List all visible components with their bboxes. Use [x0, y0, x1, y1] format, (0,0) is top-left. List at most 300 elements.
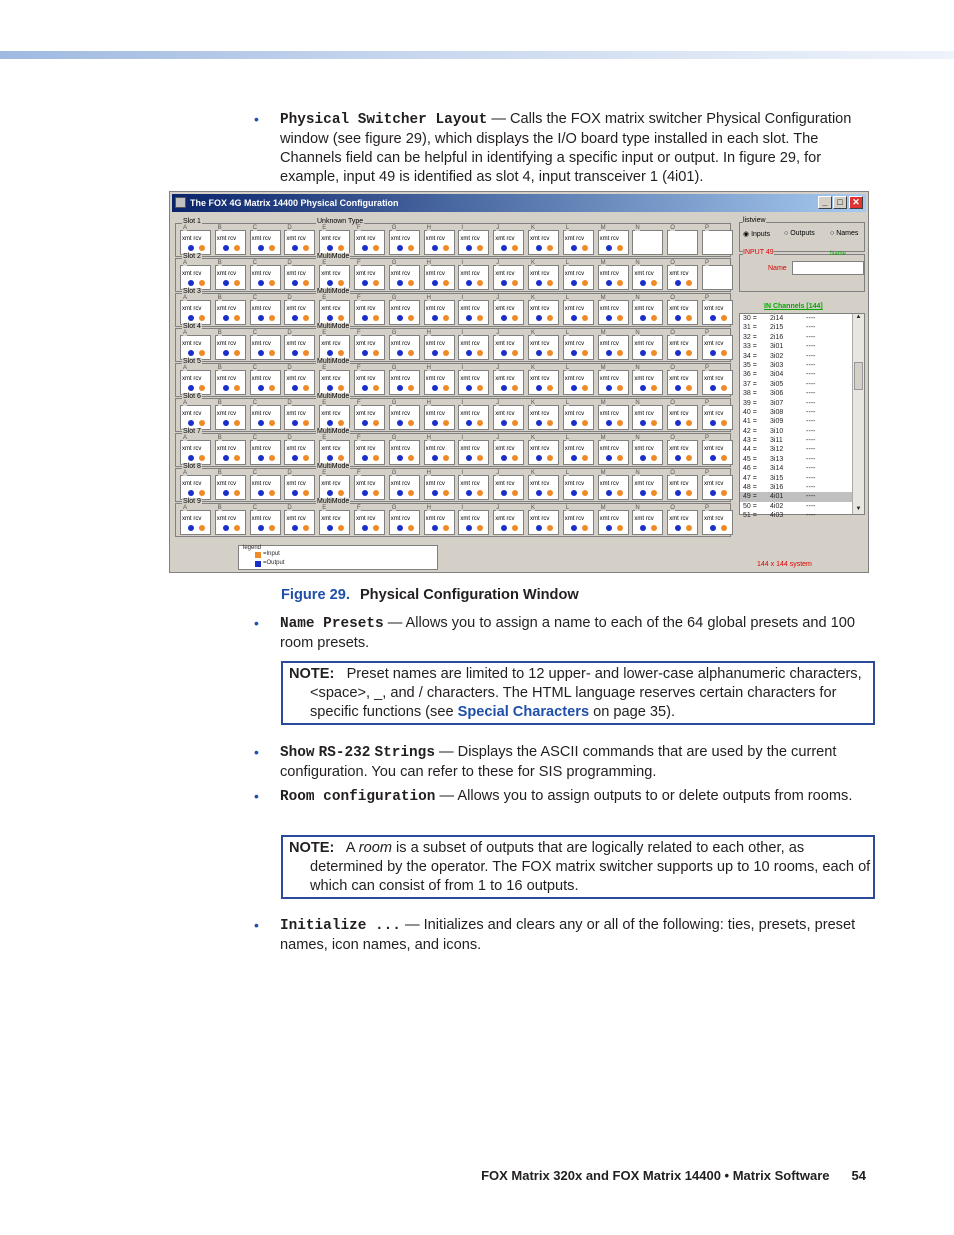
transceiver-cell[interactable] — [563, 400, 594, 430]
transceiver-cell[interactable] — [632, 400, 663, 430]
note-text-end: is a subset of outputs that are logically related to each other, as determined by the operator. The FOX matrix switcher supports up to 10 rooms, each of which can consist of from 1 to 16 outputs. — [310, 840, 871, 894]
input-dot-icon — [269, 420, 275, 426]
transceiver-cell[interactable] — [702, 400, 733, 430]
input-dot-icon — [651, 525, 657, 531]
transceiver-cell[interactable] — [424, 295, 455, 325]
output-dot-icon — [640, 385, 646, 391]
slot-label: Slot 3 — [183, 288, 201, 295]
channel-row[interactable] — [740, 380, 864, 389]
input-dot-icon — [547, 315, 553, 321]
bullet-name-presets — [254, 614, 869, 653]
cell-text: xmt rcv — [321, 411, 341, 417]
cell-letter: I — [461, 330, 464, 336]
cell-letter: F — [357, 435, 361, 441]
channel-row[interactable] — [740, 445, 864, 454]
transceiver-cell[interactable] — [389, 225, 420, 255]
channel-row[interactable] — [740, 464, 864, 473]
channel-row[interactable] — [740, 323, 864, 332]
transceiver-cell[interactable] — [424, 260, 455, 290]
channel-row[interactable] — [740, 474, 864, 483]
transceiver-cell[interactable] — [702, 330, 733, 360]
transceiver-cell[interactable] — [598, 295, 629, 325]
slot-label: Slot 1 — [183, 218, 201, 225]
transceiver-cell[interactable] — [319, 400, 350, 430]
output-dot-icon — [640, 350, 646, 356]
channel-row[interactable] — [740, 352, 864, 361]
transceiver-cell[interactable] — [493, 330, 524, 360]
cell-letter: I — [461, 435, 464, 441]
transceiver-cell[interactable] — [458, 435, 489, 465]
transceiver-cell[interactable] — [702, 365, 733, 395]
channel-id: 2i15 — [770, 324, 784, 332]
legend-output-swatch — [255, 561, 261, 567]
transceiver-cell[interactable] — [598, 225, 629, 255]
transceiver-cell[interactable] — [493, 260, 524, 290]
transceiver-cell[interactable] — [284, 470, 315, 500]
slot-type: MultiMode — [317, 288, 350, 295]
slot-type: MultiMode — [317, 428, 350, 435]
transceiver-cell[interactable] — [667, 470, 698, 500]
transceiver-cell[interactable] — [389, 260, 420, 290]
cell-text: xmt rcv — [390, 271, 411, 277]
cell-text: xmt rcv — [460, 376, 480, 382]
radio-inputs-label: Inputs — [751, 231, 771, 238]
cell-text: xmt rcv — [495, 481, 515, 487]
input-dot-icon — [477, 525, 483, 531]
transceiver-cell[interactable] — [354, 435, 385, 465]
command-name-rs232: RS-232 — [318, 745, 371, 761]
input-dot-icon — [408, 280, 414, 286]
slot-type: MultiMode — [317, 463, 350, 470]
channel-row[interactable] — [740, 408, 864, 417]
transceiver-cell[interactable] — [284, 330, 315, 360]
output-dot-icon — [536, 280, 542, 286]
output-dot-icon — [258, 385, 264, 391]
input-dot-icon — [547, 280, 553, 286]
minimize-icon[interactable]: _ — [818, 196, 832, 209]
cell-text: xmt rcv — [564, 306, 585, 312]
transceiver-cell[interactable] — [563, 260, 594, 290]
cell-text: xmt rcv — [321, 236, 341, 242]
cell-text: xmt rcv — [216, 306, 237, 312]
output-dot-icon — [327, 245, 333, 251]
channel-row[interactable] — [740, 314, 864, 323]
cell-letter: B — [217, 505, 222, 511]
transceiver-cell[interactable] — [667, 225, 698, 255]
transceiver-cell[interactable] — [354, 400, 385, 430]
transceiver-cell[interactable] — [528, 260, 559, 290]
transceiver-cell[interactable] — [563, 365, 594, 395]
transceiver-cell[interactable] — [424, 330, 455, 360]
output-dot-icon — [188, 245, 194, 251]
channel-row[interactable] — [740, 427, 864, 436]
transceiver-cell[interactable] — [284, 400, 315, 430]
transceiver-cell[interactable] — [319, 470, 350, 500]
transceiver-cell[interactable] — [458, 365, 489, 395]
input-dot-icon — [617, 490, 623, 496]
transceiver-cell[interactable] — [528, 435, 559, 465]
output-dot-icon — [710, 315, 716, 321]
transceiver-cell[interactable] — [493, 470, 524, 500]
transceiver-cell[interactable] — [424, 365, 455, 395]
cell-letter: E — [322, 470, 327, 476]
slot-label: Slot 8 — [183, 463, 201, 470]
transceiver-cell[interactable] — [563, 295, 594, 325]
transceiver-cell[interactable] — [632, 225, 663, 255]
transceiver-cell[interactable] — [250, 225, 281, 255]
transceiver-cell[interactable] — [250, 330, 281, 360]
cell-letter: D — [287, 400, 292, 406]
cell-letter: N — [635, 295, 640, 301]
maximize-icon[interactable]: □ — [833, 196, 847, 209]
channel-row[interactable] — [740, 389, 864, 398]
system-size: 144 x 144 system — [757, 561, 812, 568]
transceiver-cell[interactable] — [493, 435, 524, 465]
transceiver-cell[interactable] — [563, 435, 594, 465]
transceiver-cell[interactable] — [702, 505, 733, 535]
scroll-thumb[interactable] — [854, 362, 863, 390]
input-dot-icon — [443, 420, 449, 426]
transceiver-cell[interactable] — [354, 260, 385, 290]
cell-letter: J — [496, 225, 500, 231]
transceiver-cell[interactable] — [632, 295, 663, 325]
cell-letter: B — [217, 330, 222, 336]
slot-box — [175, 253, 731, 292]
transceiver-cell[interactable] — [424, 505, 455, 535]
channel-name: ---- — [806, 512, 816, 520]
transceiver-cell[interactable] — [284, 295, 315, 325]
transceiver-cell[interactable] — [632, 365, 663, 395]
cell-text: xmt rcv — [216, 481, 237, 487]
cell-letter: E — [322, 260, 327, 266]
transceiver-cell[interactable] — [389, 365, 420, 395]
channels-list[interactable] — [739, 313, 865, 520]
transceiver-cell[interactable] — [702, 295, 733, 325]
transceiver-cell[interactable] — [354, 295, 385, 325]
transceiver-cell[interactable] — [180, 225, 211, 255]
output-dot-icon — [188, 350, 194, 356]
transceiver-cell[interactable] — [667, 435, 698, 465]
transceiver-cell[interactable] — [563, 505, 594, 535]
channel-row[interactable] — [740, 492, 864, 501]
cell-letter: J — [496, 470, 500, 476]
name-input[interactable] — [792, 261, 864, 275]
input-dot-icon — [477, 280, 483, 286]
transceiver-cell[interactable] — [389, 400, 420, 430]
transceiver-cell[interactable] — [389, 470, 420, 500]
output-dot-icon — [432, 280, 438, 286]
transceiver-cell[interactable] — [180, 365, 211, 395]
cell-text: xmt rcv — [669, 271, 689, 277]
input-dot-icon — [547, 525, 553, 531]
cell-text: xmt rcv — [356, 516, 376, 522]
transceiver-cell[interactable] — [667, 295, 698, 325]
cell-letter: L — [565, 225, 570, 231]
radio-names[interactable]: ○ Names — [830, 230, 859, 237]
transceiver-cell[interactable] — [215, 295, 246, 325]
channel-row[interactable] — [740, 417, 864, 426]
slot-type: MultiMode — [317, 253, 350, 260]
transceiver-cell[interactable] — [180, 260, 211, 290]
special-characters-link[interactable]: Special Characters — [457, 704, 590, 720]
transceiver-cell[interactable] — [493, 505, 524, 535]
transceiver-cell[interactable] — [215, 365, 246, 395]
input-dot-icon — [199, 350, 205, 356]
transceiver-cell[interactable] — [667, 365, 698, 395]
bullet-icon: • — [254, 111, 259, 127]
cell-letter: J — [496, 435, 500, 441]
transceiver-cell[interactable] — [215, 470, 246, 500]
transceiver-cell[interactable] — [528, 470, 559, 500]
transceiver-cell[interactable] — [702, 225, 733, 255]
transceiver-cell[interactable] — [250, 435, 281, 465]
transceiver-cell[interactable] — [319, 435, 350, 465]
transceiver-cell[interactable] — [180, 295, 211, 325]
transceiver-cell[interactable] — [215, 330, 246, 360]
transceiver-cell[interactable] — [354, 470, 385, 500]
slot-type: MultiMode — [317, 358, 350, 365]
output-dot-icon — [536, 420, 542, 426]
transceiver-cell[interactable] — [528, 400, 559, 430]
output-dot-icon — [223, 455, 229, 461]
input-dot-icon — [303, 350, 309, 356]
input-dot-icon — [512, 315, 518, 321]
transceiver-cell[interactable] — [215, 400, 246, 430]
output-dot-icon — [571, 280, 577, 286]
transceiver-cell[interactable] — [354, 505, 385, 535]
transceiver-cell[interactable] — [389, 505, 420, 535]
channel-row[interactable] — [740, 455, 864, 464]
transceiver-cell[interactable] — [319, 330, 350, 360]
cell-text: xmt rcv — [216, 376, 237, 382]
cell-text: xmt rcv — [356, 306, 376, 312]
output-dot-icon — [223, 490, 229, 496]
transceiver-cell[interactable] — [563, 225, 594, 255]
input-dot-icon — [686, 525, 692, 531]
channel-number: 34 = — [743, 352, 757, 360]
cell-text: xmt rcv — [704, 446, 724, 452]
input-dot-icon — [582, 490, 588, 496]
transceiver-cell[interactable] — [702, 435, 733, 465]
output-dot-icon — [258, 455, 264, 461]
transceiver-cell[interactable] — [215, 435, 246, 465]
transceiver-cell[interactable] — [493, 225, 524, 255]
transceiver-cell[interactable] — [250, 400, 281, 430]
transceiver-cell[interactable] — [424, 225, 455, 255]
cell-letter: J — [496, 295, 500, 301]
scroll-down-icon[interactable]: ▼ — [855, 506, 862, 512]
transceiver-cell[interactable] — [215, 505, 246, 535]
transceiver-cell[interactable] — [632, 435, 663, 465]
channel-row[interactable] — [740, 399, 864, 408]
channel-row[interactable] — [740, 342, 864, 351]
transceiver-cell[interactable] — [354, 225, 385, 255]
output-dot-icon — [432, 455, 438, 461]
cell-letter: E — [322, 295, 327, 301]
channel-row[interactable] — [740, 511, 864, 520]
cell-letter: A — [183, 295, 188, 301]
radio-outputs[interactable]: ○ Outputs — [784, 230, 815, 237]
input-dot-icon — [686, 455, 692, 461]
transceiver-cell[interactable] — [284, 435, 315, 465]
output-dot-icon — [397, 280, 403, 286]
transceiver-cell[interactable] — [250, 295, 281, 325]
transceiver-cell[interactable] — [354, 330, 385, 360]
transceiver-cell[interactable] — [319, 365, 350, 395]
transceiver-cell[interactable] — [632, 505, 663, 535]
transceiver-cell[interactable] — [563, 330, 594, 360]
cell-letter: D — [287, 225, 292, 231]
transceiver-cell[interactable] — [180, 435, 211, 465]
close-icon[interactable]: ✕ — [849, 196, 863, 209]
input-dot-icon — [234, 350, 240, 356]
transceiver-cell[interactable] — [319, 295, 350, 325]
output-dot-icon — [432, 245, 438, 251]
scrollbar[interactable] — [852, 314, 864, 514]
transceiver-cell[interactable] — [667, 505, 698, 535]
transceiver-cell[interactable] — [598, 400, 629, 430]
cell-letter: E — [322, 225, 327, 231]
cell-text: xmt rcv — [495, 341, 515, 347]
cell-letter: O — [670, 365, 675, 371]
transceiver-cell[interactable] — [424, 400, 455, 430]
scroll-up-icon[interactable]: ▲ — [855, 314, 862, 320]
channel-row[interactable] — [740, 483, 864, 492]
cell-text: xmt rcv — [599, 481, 619, 487]
transceiver-cell[interactable] — [458, 295, 489, 325]
window-titlebar — [172, 194, 866, 212]
footer-title: FOX Matrix 320x and FOX Matrix 14400 • Matrix Software — [481, 1168, 830, 1183]
input-dot-icon — [443, 350, 449, 356]
transceiver-cell[interactable] — [493, 400, 524, 430]
transceiver-cell[interactable] — [319, 225, 350, 255]
cell-letter: N — [635, 470, 640, 476]
transceiver-cell[interactable] — [458, 400, 489, 430]
transceiver-cell[interactable] — [319, 505, 350, 535]
transceiver-cell[interactable] — [180, 330, 211, 360]
transceiver-cell[interactable] — [424, 435, 455, 465]
transceiver-cell[interactable] — [667, 400, 698, 430]
transceiver-cell[interactable] — [284, 225, 315, 255]
transceiver-cell[interactable] — [632, 470, 663, 500]
transceiver-cell[interactable] — [667, 330, 698, 360]
transceiver-cell[interactable] — [458, 330, 489, 360]
transceiver-cell[interactable] — [354, 365, 385, 395]
radio-inputs[interactable]: ◉ Inputs — [743, 231, 771, 238]
transceiver-cell[interactable] — [528, 365, 559, 395]
transceiver-cell[interactable] — [458, 505, 489, 535]
cell-text: xmt rcv — [286, 271, 306, 277]
cell-text: xmt rcv — [182, 411, 202, 417]
transceiver-cell[interactable] — [598, 365, 629, 395]
transceiver-cell[interactable] — [528, 295, 559, 325]
transceiver-cell[interactable] — [389, 330, 420, 360]
input-dot-icon — [373, 350, 379, 356]
cell-letter: E — [322, 400, 327, 406]
slot-box — [175, 463, 731, 502]
output-dot-icon — [397, 490, 403, 496]
transceiver-cell[interactable] — [598, 330, 629, 360]
transceiver-cell[interactable] — [632, 260, 663, 290]
transceiver-cell[interactable] — [250, 505, 281, 535]
transceiver-cell[interactable] — [528, 330, 559, 360]
input-dot-icon — [651, 350, 657, 356]
cell-letter: C — [252, 225, 257, 231]
transceiver-cell[interactable] — [563, 470, 594, 500]
transceiver-cell[interactable] — [598, 470, 629, 500]
output-dot-icon — [223, 525, 229, 531]
transceiver-cell[interactable] — [458, 470, 489, 500]
transceiver-cell[interactable] — [632, 330, 663, 360]
transceiver-cell[interactable] — [180, 505, 211, 535]
transceiver-cell[interactable] — [215, 225, 246, 255]
cell-letter: F — [357, 260, 361, 266]
input-dot-icon — [373, 420, 379, 426]
input-dot-icon — [651, 385, 657, 391]
transceiver-cell[interactable] — [250, 470, 281, 500]
transceiver-cell[interactable] — [458, 225, 489, 255]
input-dot-icon — [443, 490, 449, 496]
cell-letter: G — [391, 225, 397, 231]
figure-caption — [281, 587, 579, 603]
cell-text: xmt rcv — [704, 306, 724, 312]
channel-id: 3i01 — [770, 343, 784, 351]
transceiver-cell[interactable] — [284, 365, 315, 395]
channel-name: ---- — [806, 427, 816, 435]
cell-text: xmt rcv — [704, 481, 724, 487]
transceiver-cell[interactable] — [458, 260, 489, 290]
transceiver-cell[interactable] — [389, 435, 420, 465]
transceiver-cell[interactable] — [424, 470, 455, 500]
transceiver-cell[interactable] — [493, 365, 524, 395]
transceiver-cell[interactable] — [180, 400, 211, 430]
cell-text: xmt rcv — [390, 236, 411, 242]
transceiver-cell[interactable] — [180, 470, 211, 500]
transceiver-cell[interactable] — [702, 470, 733, 500]
transceiver-cell[interactable] — [250, 365, 281, 395]
transceiver-cell[interactable] — [598, 260, 629, 290]
transceiver-cell[interactable] — [528, 225, 559, 255]
output-dot-icon — [606, 420, 612, 426]
transceiver-cell[interactable] — [598, 505, 629, 535]
cell-text: xmt rcv — [460, 481, 480, 487]
channel-name: ---- — [806, 455, 816, 463]
transceiver-cell[interactable] — [215, 260, 246, 290]
cell-text: xmt rcv — [286, 306, 306, 312]
channel-row[interactable] — [740, 436, 864, 445]
transceiver-cell[interactable] — [528, 505, 559, 535]
channel-row[interactable] — [740, 502, 864, 511]
transceiver-cell[interactable] — [250, 260, 281, 290]
input-dot-icon — [582, 280, 588, 286]
transceiver-cell[interactable] — [702, 260, 733, 290]
channel-row[interactable] — [740, 370, 864, 379]
transceiver-cell[interactable] — [598, 435, 629, 465]
channel-row[interactable] — [740, 333, 864, 342]
output-dot-icon — [292, 490, 298, 496]
cell-letter: J — [496, 400, 500, 406]
transceiver-cell[interactable] — [284, 260, 315, 290]
transceiver-cell[interactable] — [493, 295, 524, 325]
transceiver-cell[interactable] — [284, 505, 315, 535]
output-dot-icon — [710, 350, 716, 356]
cell-letter: D — [287, 470, 292, 476]
transceiver-cell[interactable] — [319, 260, 350, 290]
channel-name: ---- — [806, 465, 816, 473]
transceiver-cell[interactable] — [389, 295, 420, 325]
channel-row[interactable] — [740, 361, 864, 370]
transceiver-cell[interactable] — [667, 260, 698, 290]
